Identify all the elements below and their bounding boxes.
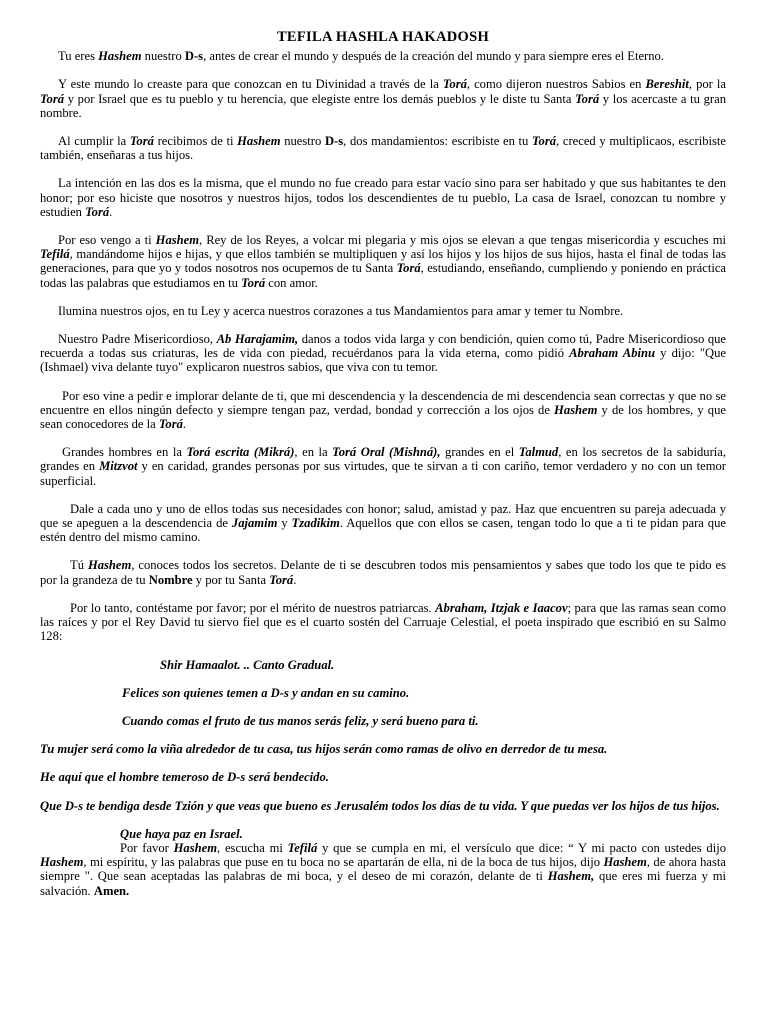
text-run: , de ahora hasta siempre ". Que sean aceptadas las palabras de mi boca, y el deseo de mi corazón, delante de ti xyxy=(40,855,726,884)
text-run: Ilumina nuestros ojos, en tu Ley y acerca nuestros corazones a tus Mandamientos para amar y temer tu Nombre. xyxy=(58,303,624,318)
paragraph xyxy=(40,332,726,375)
emphasis-term: Hashem xyxy=(40,855,84,870)
emphasis-term: Torá xyxy=(575,91,600,106)
text-run: , antes de crear el mundo y después de la creación del mundo y para siempre eres el Eterno. xyxy=(203,49,664,64)
text-run: grandes en el xyxy=(440,445,519,460)
text-run: Nuestro Padre Misericordioso, xyxy=(58,332,217,347)
emphasis-term: Torá xyxy=(532,134,557,149)
emphasis-term: Hashem xyxy=(87,558,132,573)
text-run: recibimos de ti xyxy=(153,134,238,149)
psalm-verse: Tu mujer será como la viña alrededor de tu casa, tus hijos serán como ramas de olivo en derredor de tu mesa. xyxy=(40,742,608,757)
emphasis-term: Hashem xyxy=(155,233,200,248)
emphasis-term: Torá xyxy=(241,275,266,290)
bold-term: Nombre xyxy=(148,572,193,587)
emphasis-term: Hashem xyxy=(237,134,281,149)
emphasis-term: Ab Harajamim, xyxy=(216,332,299,347)
text-run: , estudiando, enseñando, cumpliendo y poniendo en práctica todas las palabras que estudiamos en tu xyxy=(40,261,726,290)
document-page xyxy=(40,30,726,898)
emphasis-term: Bereshit xyxy=(645,77,689,92)
text-run: y dijo: "Que (Ishmael) viva delante tuyo" explicaron nuestros sabios, que viva con tu temor. xyxy=(40,346,726,375)
paragraph xyxy=(40,49,726,63)
text-run: Por eso vengo a ti xyxy=(58,233,156,248)
psalm-verse: Que D-s te bendiga desde Tzión y que veas que bueno es Jerusalém todos los días de tu vida. Y que puedas ver los hijos de tus hijos. xyxy=(40,798,720,813)
text-run: ; para que las ramas sean como las raíces y por el Rey David tu siervo fiel que es el cuarto sostén del Carruaje Celestial, el poeta inspirado que escribió en su Salmo 128: xyxy=(40,600,726,644)
text-run: y de los hombres, y que sean conocedores de la xyxy=(40,402,726,432)
emphasis-term: Torá xyxy=(40,91,65,106)
paragraph xyxy=(40,233,726,290)
emphasis-term: Tefilá xyxy=(287,840,318,855)
psalm-heading: Shir Hamaalot. .. Canto Gradual. xyxy=(160,657,335,672)
emphasis-term: Torá xyxy=(442,77,467,92)
text-run: Tú xyxy=(70,558,88,573)
emphasis-term: Tzadikim xyxy=(291,516,340,531)
text-run: La intención en las dos es la misma, que el mundo no fue creado para estar vacío sino para ser habitado y que sus habitantes te den honor; por eso hiciste que nosotros y nuestros hijos, todos los descendientes de tu pueblo, La casa de Israel, conozcan tu nombre y estudien xyxy=(40,176,726,219)
text-run: , por la xyxy=(688,77,726,92)
text-run: y xyxy=(277,516,292,531)
text-run: . xyxy=(109,204,113,219)
text-run: Grandes hombres en la xyxy=(62,445,187,460)
text-run: nuestro xyxy=(280,134,325,149)
paragraph xyxy=(40,176,726,219)
text-run: Dale a cada uno y uno de ellos todas sus necesidades con honor; salud, amistad y paz. Haz que encuentren su pareja adecuada y que se apeguen a la descendencia de xyxy=(40,501,726,531)
psalm-verse: He aquí que el hombre temeroso de D-s será bendecido. xyxy=(40,770,329,785)
text-run: , como dijeron nuestros Sabios en xyxy=(466,77,646,92)
paragraph xyxy=(40,445,726,488)
emphasis-term: Abraham Abinu xyxy=(569,346,656,361)
text-run: , en los secretos de la sabiduría, grandes en xyxy=(40,445,727,474)
text-run: . Aquellos que con ellos se casen, tengan todo lo que a ti te pidan para que estén dentro del mismo camino. xyxy=(40,516,726,545)
text-run: . xyxy=(182,417,187,432)
emphasis-term: Torá xyxy=(158,417,183,432)
emphasis-term: Hashem xyxy=(173,840,218,855)
emphasis-term: Hashem xyxy=(554,402,598,417)
text-run: Tu eres xyxy=(58,49,99,64)
emphasis-term: Torá Oral (Mishná), xyxy=(332,445,441,460)
emphasis-term: Torá xyxy=(129,134,154,149)
text-run: . xyxy=(293,572,297,587)
bold-term: D-s xyxy=(184,49,204,64)
emphasis-term: Talmud xyxy=(518,445,559,460)
paragraph xyxy=(40,389,726,432)
text-run: , dos mandamientos: escribiste en tu xyxy=(343,134,533,149)
emphasis-term: Torá xyxy=(85,204,110,219)
paragraph xyxy=(40,558,726,586)
emphasis-term: Torá xyxy=(396,261,421,276)
text-run: , Rey de los Reyes, a volcar mi plegaria y mis ojos se elevan a que tengas misericordia y escuches mi xyxy=(199,233,726,248)
text-run: Por eso vine a pedir e implorar delante de ti, que mi descendencia y la descendencia de mi descendencia sean correctas y que no se encuentre en ellos ningún defecto y siempre tengan paz, verdad, bondad y corrección a los ojos de xyxy=(40,388,726,417)
text-run: Por favor xyxy=(120,840,174,855)
paragraph xyxy=(40,601,726,644)
text-run: y por tu Santa xyxy=(192,572,270,587)
bold-term: Amen. xyxy=(93,883,130,898)
psalm-verse: Felices son quienes temen a D-s y andan en su camino. xyxy=(122,685,410,700)
document-title: TEFILA HASHLA HAKADOSH xyxy=(276,29,490,45)
text-run: y los acercaste a tu gran nombre. xyxy=(40,91,727,120)
bold-term: D-s xyxy=(324,134,344,149)
text-run: , escucha mi xyxy=(217,840,288,855)
emphasis-term: Tefilá xyxy=(40,247,70,262)
emphasis-term: Hashem xyxy=(603,855,647,870)
closing-paragraph xyxy=(40,841,726,898)
text-run: Al cumplir la xyxy=(58,134,130,149)
text-run: , mi espíritu, y las palabras que puse en tu boca no se apartarán de ella, ni de la boca de tus hijos, dijo xyxy=(83,855,604,870)
closing-title: Que haya paz en Israel. xyxy=(120,826,243,841)
emphasis-term: Hashem, xyxy=(547,869,595,884)
emphasis-term: Torá escrita (Mikrá) xyxy=(186,445,295,460)
emphasis-term: Torá xyxy=(269,572,294,587)
text-run: , creced y multiplicaos, escribiste también, enseñaras a tus hijos. xyxy=(40,134,726,163)
text-run: Por lo tanto, contéstame por favor; por el mérito de nuestros patriarcas. xyxy=(70,600,436,615)
emphasis-term: Jajamim xyxy=(231,516,278,531)
emphasis-term: Hashem xyxy=(98,49,142,64)
text-run: Y este mundo lo creaste para que conozcan en tu Divinidad a través de la xyxy=(58,77,443,92)
paragraph xyxy=(40,77,726,120)
emphasis-term: Abraham, Itzjak e Iaacov xyxy=(435,600,568,615)
paragraph xyxy=(40,304,726,318)
psalm-verse: Cuando comas el fruto de tus manos serás feliz, y será bueno para ti. xyxy=(122,713,479,728)
text-run: que eres mi fuerza y mi salvación. xyxy=(40,869,726,898)
text-run: con amor. xyxy=(265,275,318,290)
paragraph xyxy=(40,134,726,162)
text-run: , en la xyxy=(294,445,333,460)
text-run: y en caridad, grandes personas por sus virtudes, que te sirvan a ti con cariño, temor verdadero y no con un temor superficial. xyxy=(40,459,726,488)
text-run: , conoces todos los secretos. Delante de ti se descubren todos mis pensamientos y sabes que todo los que te pido es por la grandeza de tu xyxy=(40,558,726,587)
text-run: danos a todos vida larga y con bendición, quien como tú, Padre Misericordioso que recuerda a todas sus criaturas, les de vida con piedad, recuérdanos para la vida eterna, como pidió xyxy=(40,332,727,361)
emphasis-term: Mitzvot xyxy=(99,459,138,474)
text-run: nuestro xyxy=(141,49,185,64)
paragraph xyxy=(40,502,726,545)
text-run: y por Israel que es tu pueblo y tu herencia, que elegiste entre los demás pueblos y le diste tu Santa xyxy=(64,91,576,106)
text-run: , mandándome hijos e hijas, y que ellos también se multipliquen y así los hijos y los hijos de sus hijos, hasta el final de todas las generaciones, para que yo y todos nosotros nos ocupemos de tu Santa xyxy=(40,247,726,276)
text-run: y que se cumpla en mi, el versículo que dice: “ Y mi pacto con ustedes dijo xyxy=(317,840,726,855)
